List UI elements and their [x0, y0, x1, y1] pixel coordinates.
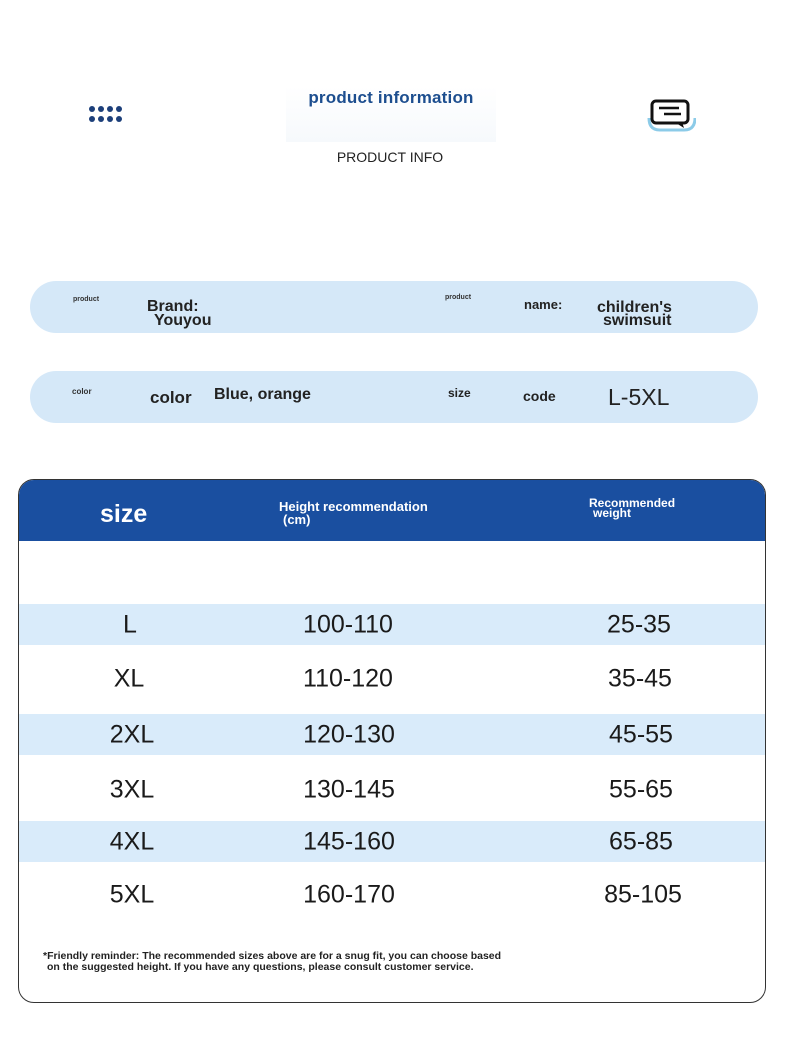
header-weight	[589, 498, 675, 518]
height-cell: 160-170	[303, 880, 395, 908]
brand-label: Brand:	[147, 298, 199, 315]
name-value-line1: children's	[597, 299, 672, 316]
weight-cell: 65-85	[609, 827, 673, 855]
table-row	[19, 714, 765, 755]
table-row	[19, 874, 765, 915]
name-label: name:	[524, 297, 563, 312]
color-value: Blue, orange	[214, 386, 311, 403]
code-value: L-5XL	[608, 384, 670, 410]
reminder-line-1: *Friendly reminder: The recommended sizes above are for a snug fit, you can choose based	[43, 950, 502, 962]
product-info-row-2	[30, 371, 758, 423]
weight-cell: 25-35	[607, 610, 671, 638]
weight-cell: 85-105	[604, 880, 682, 908]
size-cell: 4XL	[109, 827, 155, 855]
reminder-line-2: on the suggested height. If you have any questions, please consult customer service.	[47, 961, 474, 973]
size-cell: XL	[113, 664, 145, 692]
product-info-row-1	[30, 281, 758, 333]
table-row	[19, 821, 765, 862]
header-height-line2: (cm)	[283, 512, 311, 527]
weight-cell: 45-55	[609, 720, 673, 748]
table-row	[19, 658, 765, 699]
height-cell: 110-120	[303, 664, 393, 692]
color-label: color	[150, 388, 192, 407]
table-header	[19, 480, 765, 541]
size-cell: L	[123, 610, 137, 638]
page-subtitle: PRODUCT INFO	[336, 149, 444, 165]
page-title: product information	[308, 88, 474, 107]
height-cell: 145-160	[303, 827, 395, 855]
table-row	[19, 604, 765, 645]
weight-cell: 35-45	[608, 664, 672, 692]
size-cell: 3XL	[109, 775, 155, 803]
height-cell: 100-110	[303, 610, 393, 638]
dots-grid-icon	[89, 106, 123, 124]
header-height-line1: Height recommendation	[279, 499, 428, 514]
weight-cell: 55-65	[609, 775, 673, 803]
product-tag-2: product	[445, 294, 472, 301]
name-value-line2: swimsuit	[603, 312, 672, 329]
header-size: size	[100, 500, 148, 528]
friendly-reminder	[43, 951, 501, 973]
color-tag: color	[72, 387, 92, 396]
size-cell: 5XL	[109, 880, 155, 908]
height-cell: 130-145	[303, 775, 395, 803]
page-title-block	[286, 86, 496, 142]
size-tag: size	[448, 386, 471, 400]
chat-bubble-icon	[646, 98, 696, 132]
header-height	[279, 500, 428, 526]
height-cell: 120-130	[303, 720, 395, 748]
size-cell: 2XL	[109, 720, 155, 748]
product-tag: product	[73, 296, 100, 303]
table-row	[19, 769, 765, 810]
size-chart-table	[18, 479, 766, 1003]
header-weight-line2: weight	[593, 506, 631, 520]
code-label: code	[523, 388, 556, 404]
brand-value: Youyou	[154, 312, 212, 329]
header-weight-line1: Recommended	[589, 496, 676, 510]
